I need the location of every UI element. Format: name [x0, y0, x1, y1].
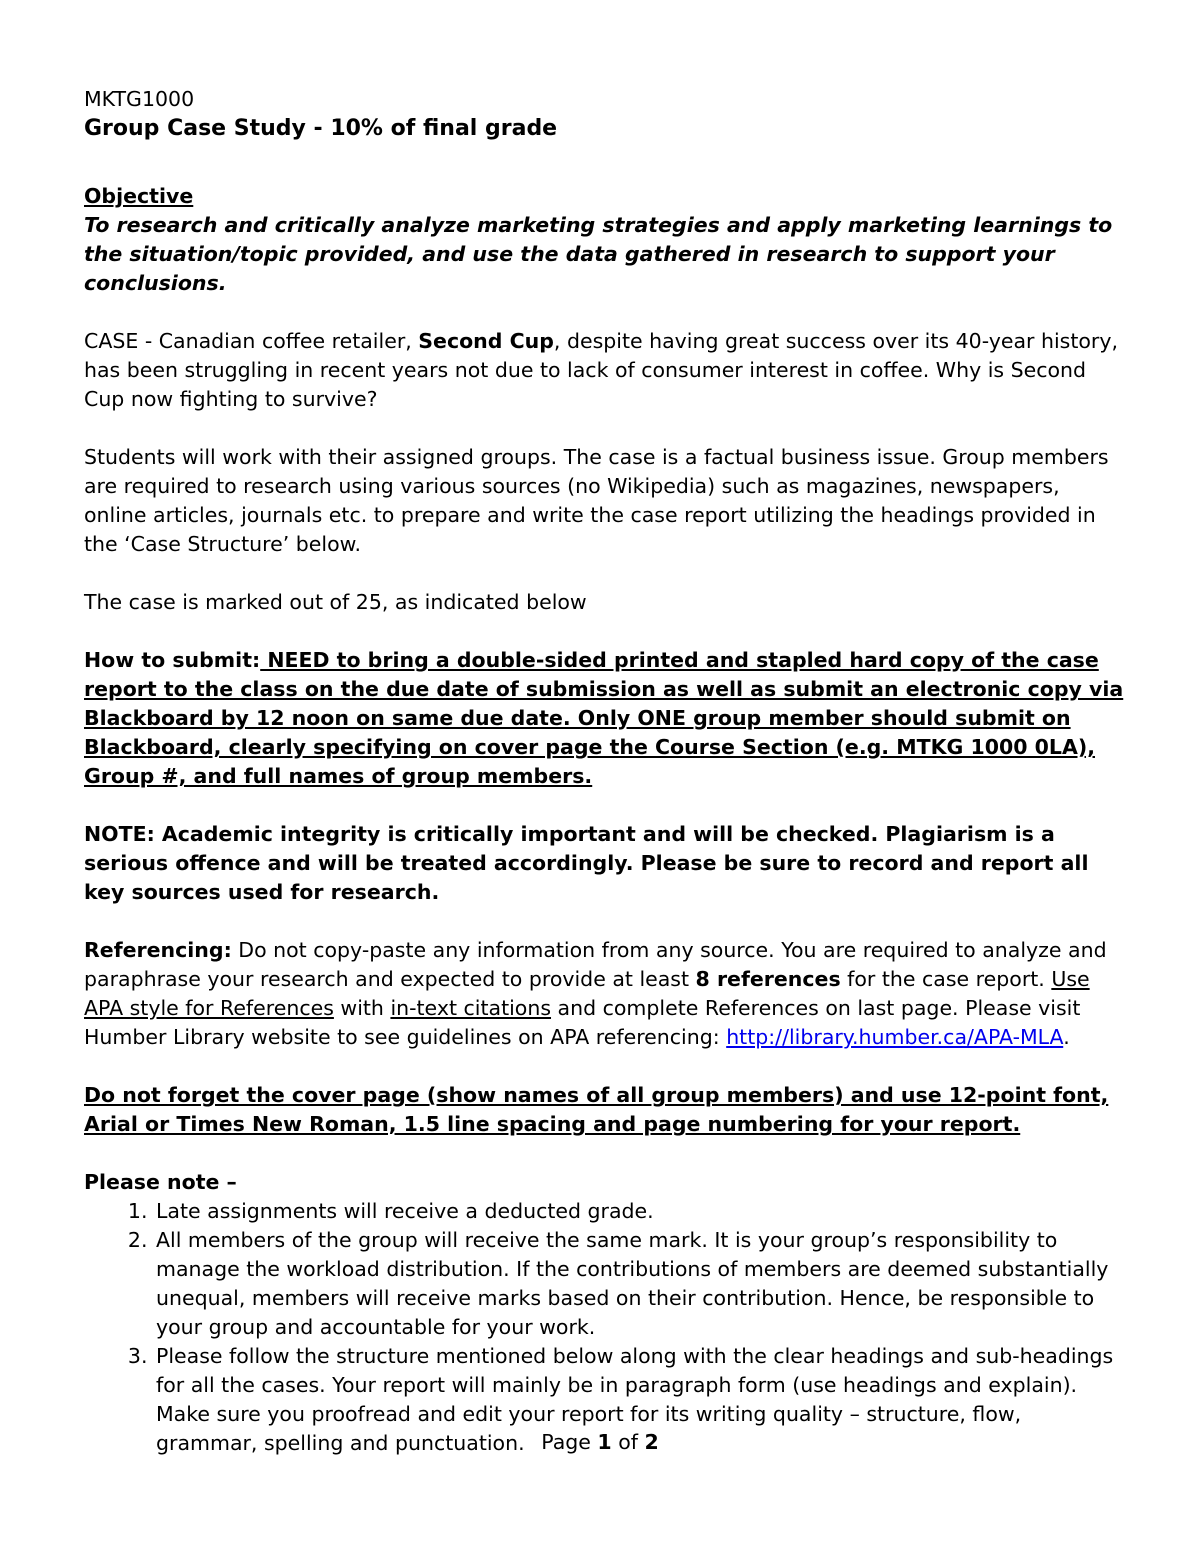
course-code: MKTG1000 [84, 87, 195, 111]
document-title: Group Case Study - 10% of final grade [84, 116, 558, 141]
list-item: 1. Late assignments will receive a deducted grade. [154, 1197, 1124, 1226]
referencing-apa-style: Use APA style for References [84, 967, 1090, 1020]
referencing-text-5: . [1063, 1025, 1070, 1049]
referencing-paragraph [84, 936, 1124, 1052]
case-text-post: , despite having great success over its 40-year history, has been struggling in recent years not due to lack of consumer interest in coffee. Why is Second Cup now fighting to survive? [84, 329, 1119, 411]
referencing-text-3: with [333, 996, 391, 1020]
page-of-label: of [611, 1430, 645, 1454]
referencing-text-2: for the case report. [840, 967, 1052, 991]
page-number: 1 [597, 1430, 612, 1454]
case-company: Second Cup [418, 329, 554, 353]
please-note-list [84, 1197, 1124, 1458]
apa-mla-link[interactable]: http://library.humber.ca/APA-MLA [726, 1025, 1064, 1049]
page-label: Page [541, 1430, 598, 1454]
groups-paragraph: Students will work with their assigned groups. The case is a factual business issue. Group members are required to research using various sources (no Wikipedia) such as magazines, newspapers, online articles, journals etc. to prepare and write the case report utilizing the headings provided in the ‘Case Structure’ below. [84, 445, 1109, 556]
submit-text: NEED to bring a double-sided printed and stapled hard copy of the case report to the class on the due date of submission as well as submit an electronic copy via Blackboard by 12 noon on same due date. Only ONE group member should submit on Blackboard, clearly specifying on cover page the Course Section (e.g. MTKG 1000 0LA), Group #, and full names of group members. [84, 648, 1124, 788]
document-page [84, 85, 1124, 1458]
objective-heading-text: Objective [84, 184, 194, 208]
page-total: 2 [644, 1430, 659, 1454]
list-item: 2. All members of the group will receive the same mark. It is your group’s responsibility to manage the workload distribution. If the contributions of members are deemed substantially unequal, members will receive marks based on their contribution. Hence, be responsible to your group and accountable for your work. [154, 1226, 1124, 1342]
note-paragraph: NOTE: Academic integrity is critically important and will be checked. Plagiarism is a serious offence and will be treated accordingly. Please be sure to record and report all key sources used for research. [84, 822, 1089, 904]
submit-paragraph [84, 646, 1124, 791]
please-note-heading: Please note – [84, 1170, 237, 1194]
marking-paragraph: The case is marked out of 25, as indicated below [84, 590, 587, 614]
objective-heading [84, 182, 1124, 211]
objective-text: To research and critically analyze marketing strategies and apply marketing learnings to the situation/topic provided, and use the data gathered in research to support your conclusions. [84, 213, 1113, 295]
referencing-label: Referencing: [84, 938, 232, 962]
referencing-count: 8 references [695, 967, 841, 991]
list-item: 3. Please follow the structure mentioned below along with the clear headings and sub-headings for all the cases. Your report will mainly be in paragraph form (use headings and explain). Make sure you proofread and edit your report for its writing quality – structure, flow, grammar, spelling and punctuation. [154, 1342, 1124, 1458]
cover-page-note: Do not forget the cover page (show names of all group members) and use 12-point font, Arial or Times New Roman, 1.5 line spacing and page numbering for your report. [84, 1083, 1109, 1136]
referencing-text-1: Do not copy-paste any information from any source. You are required to analyze and paraphrase your research and expected to provide at least [84, 938, 1107, 991]
case-text-pre: CASE - Canadian coffee retailer, [84, 329, 419, 353]
page-footer [0, 1428, 1200, 1457]
referencing-text-4: and complete References on last page. Please visit Humber Library website to see guidelines on APA referencing: [84, 996, 1081, 1049]
submit-label: How to submit: [84, 648, 261, 672]
referencing-in-text-citations: in-text citations [390, 996, 552, 1020]
case-paragraph [84, 327, 1124, 414]
